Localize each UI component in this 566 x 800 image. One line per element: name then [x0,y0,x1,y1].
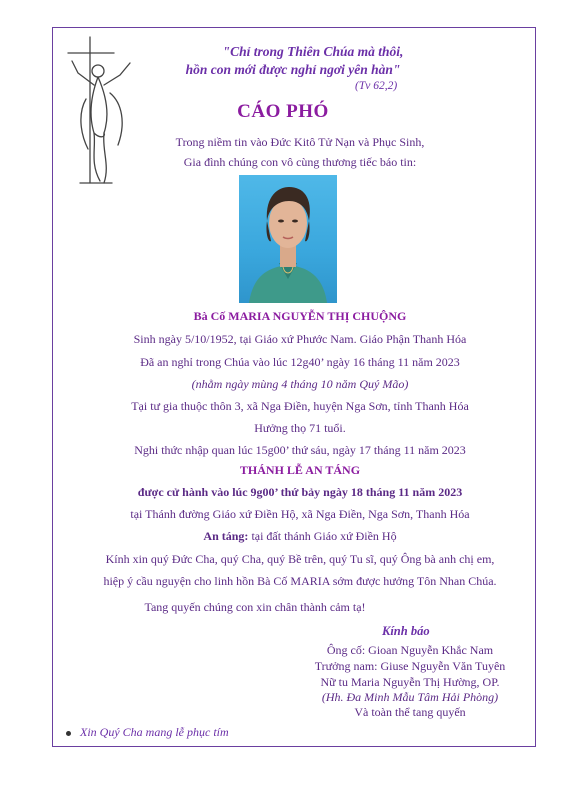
funeral-heading: THÁNH LỄ AN TÁNG [239,463,361,477]
funeral-place: tại Thánh đường Giáo xứ Điền Hộ, xã Nga Điền, Nga Sơn, Thanh Hóa [130,507,470,521]
thanks-line: Tang quyến chúng con xin chân thành cảm tạ! [144,600,366,614]
signature-line-2: Trưởng nam: Giuse Nguyễn Văn Tuyên [314,659,506,673]
signature-line-3: Nữ tu Maria Nguyễn Thị Hường, OP. [320,675,500,689]
signature-line-1: Ông cố: Gioan Nguyễn Khắc Nam [326,643,494,657]
deceased-name: Bà Cố MARIA NGUYỄN THỊ CHUỘNG [193,309,407,323]
deceased-portrait [239,175,337,303]
residence-info: Tại tư gia thuộc thôn 3, xã Nga Điền, huyện Nga Sơn, tỉnh Thanh Hóa [131,399,469,413]
funeral-time: được cử hành vào lúc 9g00’ thứ bảy ngày 18 tháng 11 năm 2023 [137,485,463,499]
request-line-2: hiệp ý cầu nguyện cho linh hồn Bà Cố MARIA sớm được hưởng Tôn Nhan Chúa. [103,574,497,588]
quote-line-2: hồn con mới được nghỉ ngơi yên hàn" [185,62,401,77]
burial-place: tại đất thánh Giáo xứ Điền Hộ [248,529,397,543]
age-info: Hưởng thọ 71 tuổi. [254,421,346,435]
page-title: CÁO PHÓ [237,101,329,122]
bullet-icon [66,731,71,736]
signature-line-4: (Hh. Đa Minh Mẫu Tâm Hải Phòng) [321,690,499,704]
signature-heading: Kính báo [382,624,430,638]
death-info: Đã an nghỉ trong Chúa vào lúc 12g40’ ngày 16 tháng 11 năm 2023 [140,355,460,369]
intro-line-2: Gia đình chúng con vô cùng thương tiếc báo tin: [183,155,417,169]
burial-label: An táng: [203,529,249,543]
birth-info: Sinh ngày 5/10/1952, tại Giáo xứ Phước Nam. Giáo Phận Thanh Hóa [133,332,467,346]
intro-line-1: Trong niềm tin vào Đức Kitô Tử Nạn và Phục Sinh, [175,135,425,149]
lunar-date: (nhằm ngày mùng 4 tháng 10 năm Quý Mão) [191,377,409,391]
note-line: Xin Quý Cha mang lễ phục tím [80,725,229,739]
quote-line-1: "Chỉ trong Thiên Chúa mà thôi, [222,44,404,59]
signature-line-5: Và toàn thể tang quyến [354,705,466,719]
burial-info [60,529,540,544]
quote-reference: (Tv 62,2) [355,80,398,92]
request-line-1: Kính xin quý Đức Cha, quý Cha, quý Bề trên, quý Tu sĩ, quý Ông bà anh chị em, [105,552,495,566]
encoffin-info: Nghi thức nhập quan lúc 15g00’ thứ sáu, ngày 17 tháng 11 năm 2023 [134,443,466,457]
